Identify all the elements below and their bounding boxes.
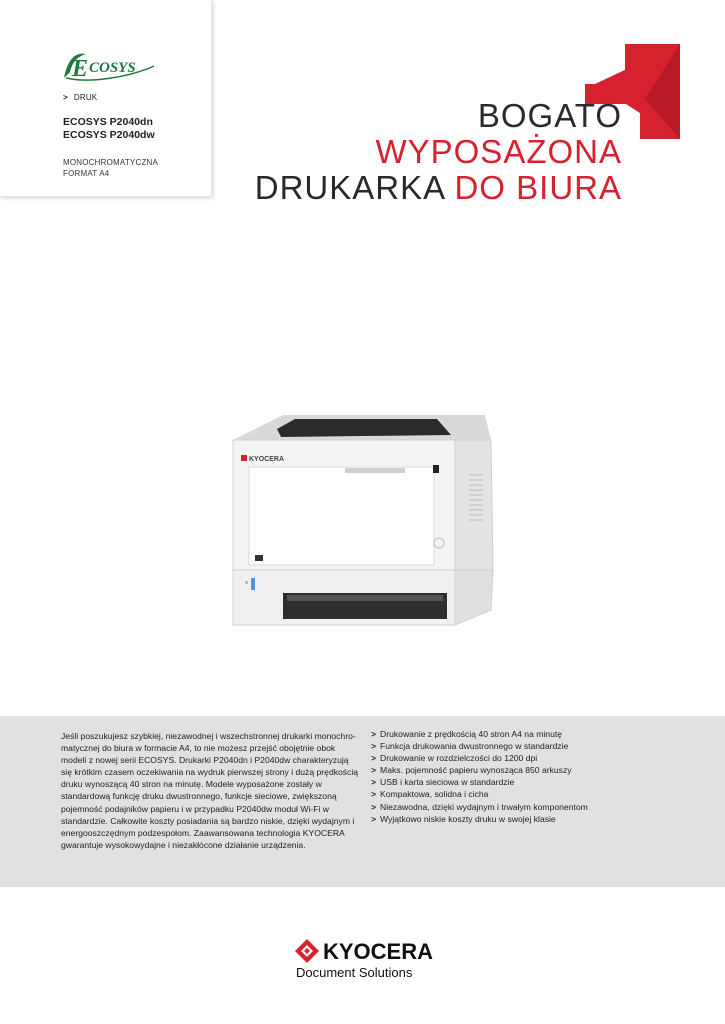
- feature-text: Maks. pojemność papieru wynosząca 850 arkuszy: [380, 765, 572, 776]
- model-name: ECOSYS P2040dw: [63, 129, 155, 141]
- product-description: Jeśli poszukujesz szybkiej, niezawodnej i wszechstronnej drukarki monochro-matycznej do biura w formacie A4, to nie możesz przejść obojętnie obok modeli z nowej serii ECOSYS. Drukarki P2040dn i P2040dw charakteryzują się krótkim czasem oczekiwania na wydruk pierwszej strony i dużą prędkością druku wynoszącą 40 stron na minutę. Modele wyposażone zostały w standardową funkcję druku dwustronnego, funkcje sieciowe, zwiększoną pojemność podajników papieru i w przypadku P2040dw moduł Wi-Fi w standardzie. Całkowite koszty posiadania są bardzo niskie, dzięki wydajnym i energooszczędnym podzespołom. Zaawansowana technologia KYOCERA gwarantuje wysokowydajne i niezakłócone działanie urządzenia.: [61, 731, 359, 850]
- chevron-right-icon: >: [371, 813, 377, 824]
- spec-item: FORMAT A4: [63, 169, 110, 178]
- list-item: [371, 752, 588, 764]
- chevron-right-icon: >: [371, 777, 377, 788]
- feature-text: Funkcja drukowania dwustronnego w standardzie: [380, 741, 569, 752]
- list-item: [371, 788, 588, 800]
- list-item: [371, 728, 588, 740]
- feature-text: Wyjątkowo niskie koszty druku w swojej klasie: [380, 813, 556, 824]
- feature-list: [371, 728, 588, 825]
- footer-brand: KYOCERA: [323, 939, 433, 964]
- feature-text: USB i karta sieciowa w standardzie: [380, 777, 515, 788]
- feature-text: Drukowanie w rozdzielczości do 1200 dpi: [380, 753, 538, 764]
- chevron-right-icon: >: [371, 789, 377, 800]
- footer-tagline: Document Solutions: [296, 965, 413, 980]
- headline-line-1: BOGATO: [477, 97, 622, 134]
- chevron-right-icon: >: [371, 729, 377, 739]
- list-item: [371, 801, 588, 813]
- headline-line-3-red: DO BIURA: [454, 169, 622, 206]
- list-item: [371, 813, 588, 825]
- breadcrumb-label: DRUK: [73, 93, 98, 102]
- product-card: [0, 0, 212, 197]
- list-item: [371, 740, 588, 752]
- breadcrumb[interactable]: [63, 93, 97, 102]
- chevron-right-icon: >: [371, 765, 377, 776]
- feature-text: Drukowanie z prędkością 40 stron A4 na minutę: [380, 729, 563, 739]
- list-item: [371, 776, 588, 788]
- feature-text: Niezawodna, dzięki wydajnym i trwałym komponentom: [380, 801, 588, 812]
- headline-line-3-dark: DRUKARKA: [254, 169, 445, 206]
- chevron-right-icon: >: [371, 801, 377, 812]
- list-item: [371, 764, 588, 776]
- page-headline: [255, 98, 622, 206]
- printer-image: [215, 395, 505, 635]
- svg-text:E: E: [72, 56, 89, 82]
- model-list: [63, 116, 155, 142]
- feature-text: Kompaktowa, solidna i cicha: [380, 789, 489, 800]
- svg-text:COSYS: COSYS: [89, 60, 136, 76]
- spec-item: MONOCHROMATYCZNA: [63, 158, 159, 167]
- kyocera-logo: [293, 934, 433, 968]
- kyocera-mark-icon: [295, 939, 319, 963]
- chevron-right-icon: >: [371, 741, 377, 752]
- ecosys-logo: [62, 48, 158, 82]
- headline-line-3: [255, 170, 622, 206]
- spec-list: [63, 157, 158, 179]
- chevron-right-icon: >: [63, 93, 68, 102]
- chevron-right-icon: >: [371, 753, 377, 764]
- headline-line-2: WYPOSAŻONA: [375, 133, 622, 170]
- printer-brand-text: KYOCERA: [249, 456, 285, 463]
- model-name: ECOSYS P2040dn: [63, 116, 153, 128]
